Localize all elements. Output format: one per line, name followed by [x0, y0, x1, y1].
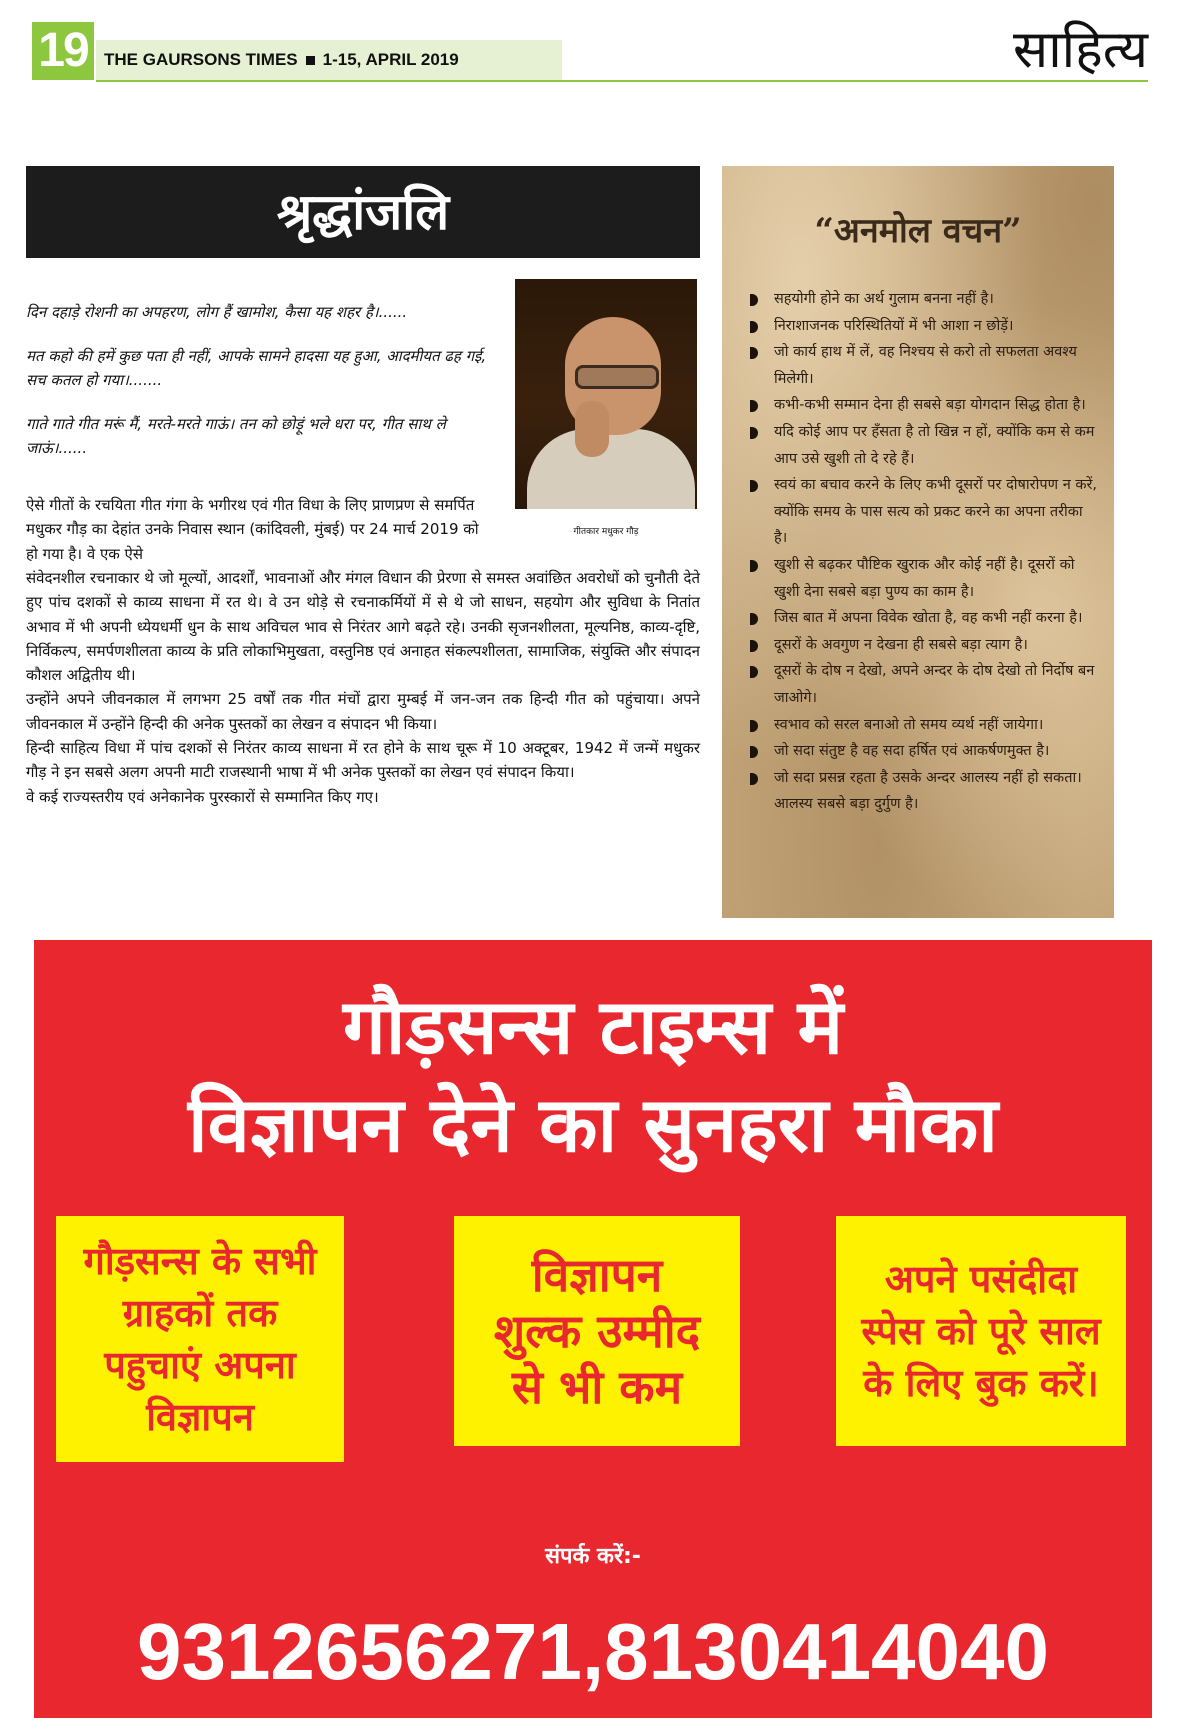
bullet-icon [750, 560, 758, 572]
portrait-shirt [527, 429, 695, 509]
quote-item: दूसरों के अवगुण न देखना ही सबसे बड़ा त्याग है। [750, 632, 1100, 659]
bullet-icon [750, 321, 758, 333]
masthead [104, 46, 459, 74]
poem-stanza: दिन दहाड़े रोशनी का अपहरण, लोग हैं खामोश, कैसा यह शहर है।...... [26, 303, 408, 321]
quote-item: जो सदा संतुष्ट है वह सदा हर्षित एवं आकर्षणमुक्त है। [750, 738, 1100, 765]
page-number: 19 [32, 22, 94, 80]
quote-item: जो कार्य हाथ में लें, वह निश्चय से करो तो सफलता अवश्य मिलेगी। [750, 339, 1100, 392]
ad-box-line: शुल्क उम्मीद [493, 1304, 701, 1358]
portrait-photo [515, 279, 697, 509]
body-paragraph: वे कई राज्यस्तरीय एवं अनेकानेक पुरस्कारों से सम्मानित किए गए। [26, 787, 379, 806]
ad-headline [34, 978, 1152, 1174]
bullet-icon [750, 666, 758, 678]
body-paragraph: हिन्दी साहित्य विधा में पांच दशकों से निरंतर काव्य साधना में रत होने के साथ चूरू में 10 अक्टूबर, 1942 में जन्में मधुकर गौड़ ने इन सबसे अलग अपनी माटी राजस्थानी भाषा में भी अनेक पुस्तकों का लेखन एवं संपादन किया। [26, 739, 700, 782]
ad-box-reach [56, 1216, 344, 1462]
quote-item: सहयोगी होने का अर्थ गुलाम बनना नहीं है। [750, 286, 1100, 313]
quotes-list [750, 286, 1100, 818]
quote-item: जो सदा प्रसन्न रहता है उसके अन्दर आलस्य नहीं हो सकता। आलस्य सबसे बड़ा दुर्गुण है। [750, 765, 1100, 818]
ad-box-line: गौड़सन्स के सभी [83, 1239, 317, 1283]
newspaper-name: THE GAURSONS TIMES [104, 50, 298, 69]
tribute-body [26, 566, 700, 809]
ad-box-line: विज्ञापन [531, 1248, 663, 1302]
bullet-icon [750, 746, 758, 758]
quote-item: स्वभाव को सरल बनाओ तो समय व्यर्थ नहीं जायेगा। [750, 712, 1100, 739]
ad-box-line: विज्ञापन [146, 1395, 254, 1439]
quote-item: खुशी से बढ़कर पौष्टिक खुराक और कोई नहीं है। दूसरों को खुशी देना सबसे बड़ा पुण्य का काम है। [750, 552, 1100, 605]
ad-box-line: स्पेस को पूरे साल [861, 1309, 1101, 1353]
ad-box-line: पहुचाएं अपना [104, 1343, 296, 1387]
bullet-icon [750, 480, 758, 492]
tribute-title: श्रृद्धांजलि [26, 166, 700, 258]
contact-label: संपर्क करें:- [545, 1544, 641, 1569]
bullet-icon [750, 613, 758, 625]
bullet-icon [750, 347, 758, 359]
bullet-icon [750, 294, 758, 306]
bullet-icon [750, 720, 758, 732]
quote-item: दूसरों के दोष न देखो, अपने अन्दर के दोष देखो तो निर्दोष बन जाओगे। [750, 658, 1100, 711]
ad-headline-line: विज्ञापन देने का सुनहरा मौका [188, 1080, 998, 1169]
advertisement [34, 940, 1152, 1718]
ad-box-line: के लिए बुक करें। [863, 1361, 1099, 1405]
tribute-body-intro: ऐसे गीतों के रचयिता गीत गंगा के भगीरथ एवं गीत विधा के लिए प्राणप्रण से समर्पित मधुकर गौड़ का देहांत उनके निवास स्थान (कांदिवली, मुंबई) पर 24 मार्च 2019 को हो गया है। वे एक ऐसे [26, 496, 479, 563]
bullet-icon [750, 400, 758, 412]
separator-square-icon [306, 56, 315, 65]
bullet-icon [750, 640, 758, 652]
portrait-hand [575, 401, 609, 457]
ad-box-price [454, 1216, 740, 1446]
body-paragraph: उन्होंने अपने जीवनकाल में लगभग 25 वर्षों तक गीत मंचों द्वारा मुम्बई में जन-जन तक हिन्दी गीत को पहुंचाया। अपने जीवनकाल में उन्होंने हिन्दी की अनेक पुस्तकों का लेखन व संपादन भी किया। [26, 690, 700, 733]
tribute-poem [26, 300, 496, 480]
ad-headline-line: गौड़सन्स टाइम्स में [342, 982, 844, 1071]
poem-stanza: गाते गाते गीत मरूं मैं, मरते-मरते गाऊं। तन को छोड़ूं भले धरा पर, गीत साथ ले जाऊं।...... [26, 415, 446, 457]
poem-stanza: मत कहो की हमें कुछ पता ही नहीं, आपके सामने हादसा यह हुआ, आदमीयत ढह गई, सच कतल हो गया।....... [26, 347, 487, 389]
ad-box-booking [836, 1216, 1126, 1446]
quote-item: स्वयं का बचाव करने के लिए कभी दूसरों पर दोषारोपण न करें, क्योंकि समय के पास सत्य को प्रकट करने का अपना तरीका है। [750, 472, 1100, 552]
body-paragraph: संवेदनशील रचनाकार थे जो मूल्यों, आदर्शों, भावनाओं और मंगल विधान की प्रेरणा से समस्त अवांछित अवरोधों को चुनौती देते हुए पांच दशकों से काव्य साधना में रत थे। वे उन थोड़े से रचनाकर्मियों में से थे जो साधन, सहयोग और सुविधा के नितांत अभाव में भी अपनी ध्येयधर्मी धुन के साथ अविचल भाव से निरंतर आगे बढ़ते रहे। उनकी सृजनशीलता, मूल्यनिष्ठ, काव्य-दृष्टि, निर्विकल्प, समर्पणशीलता काव्य के प्रति लोकाभिमुखता, वस्तुनिष्ठ एवं अनाहत संकल्पशीलता, सामाजिक, संयुक्ति और संपादन कौशल अद्वितीय थी। [26, 569, 700, 685]
section-title: साहित्य [1013, 20, 1148, 80]
quotes-title: “अनमोल वचन” [814, 211, 1022, 251]
ad-box-line: से भी कम [511, 1360, 683, 1414]
bullet-icon [750, 427, 758, 439]
quote-item: जिस बात में अपना विवेक खोता है, वह कभी नहीं करना है। [750, 605, 1100, 632]
contact-phone-numbers: 9312656271,8130414040 [136, 1607, 1050, 1696]
quote-item: निराशाजनक परिस्थितियों में भी आशा न छोड़ें। [750, 313, 1100, 340]
quote-item: यदि कोई आप पर हँसता है तो खिन्न न हों, क्योंकि कम से कम आप उसे खुशी तो दे रहे हैं। [750, 419, 1100, 472]
quotes-panel [722, 166, 1114, 918]
bullet-icon [750, 773, 758, 785]
header-rule [96, 80, 1148, 82]
ad-box-line: ग्राहकों तक [122, 1291, 278, 1335]
portrait-glasses [575, 365, 659, 389]
photo-caption: गीतकार मधुकर गौड़ [573, 527, 639, 537]
ad-box-line: अपने पसंदीदा [884, 1257, 1078, 1301]
quote-item: कभी-कभी सम्मान देना ही सबसे बड़ा योगदान सिद्ध होता है। [750, 392, 1100, 419]
issue-date: 1-15, APRIL 2019 [322, 50, 459, 69]
